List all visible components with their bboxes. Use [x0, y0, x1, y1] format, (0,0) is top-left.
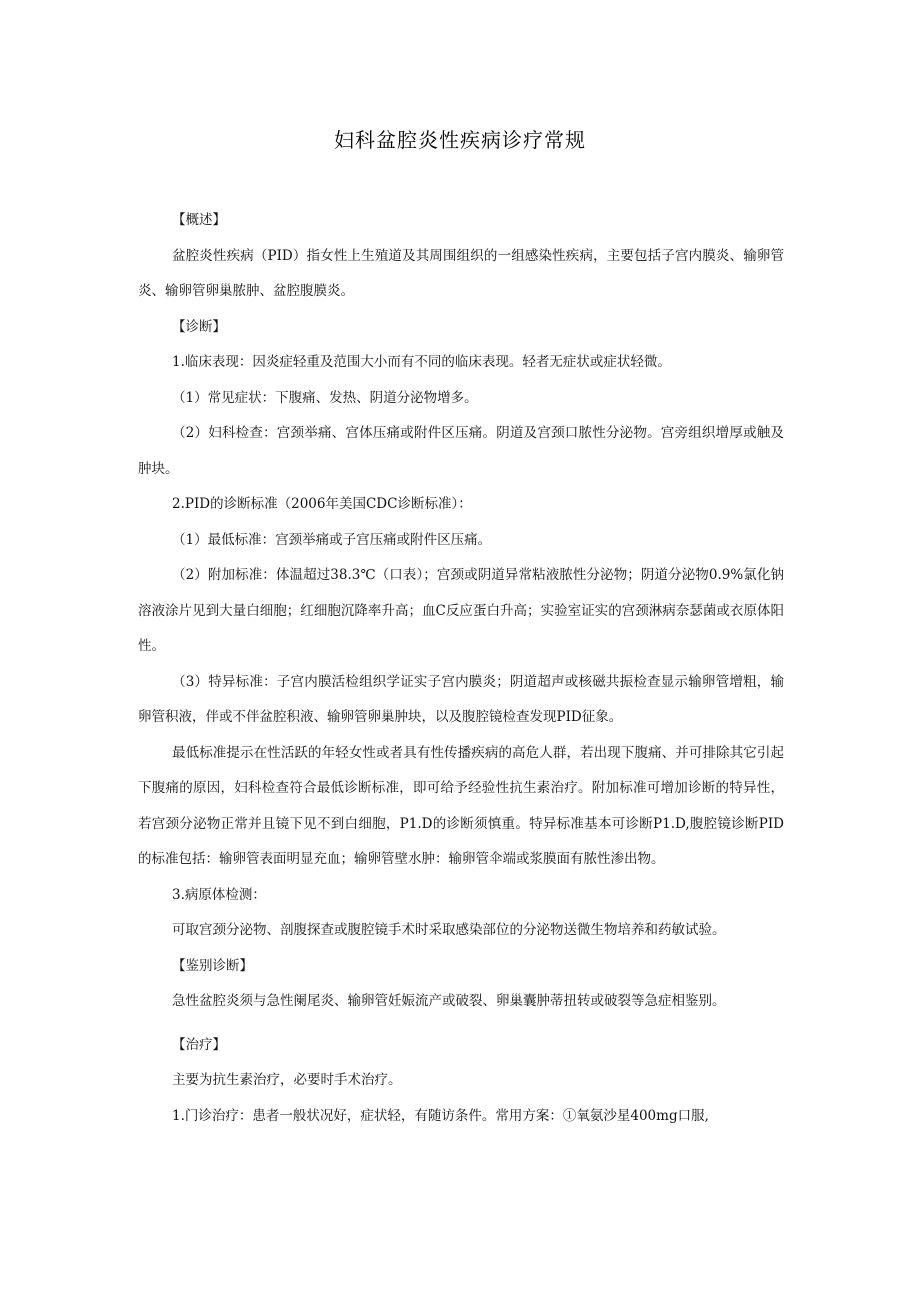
paragraph-pathogen-method: 可取宫颈分泌物、剖腹探查或腹腔镜手术时采取感染部位的分泌物送微生物培养和药敏试验。 — [172, 922, 726, 938]
paragraph-pid-criteria: 2.PID的诊断标准（2006年美国CDC诊断标准）： — [172, 496, 472, 512]
section-heading-differential: 【鉴别诊断】 — [172, 957, 253, 974]
section-heading-treatment: 【治疗】 — [172, 1036, 226, 1053]
document-body — [138, 203, 784, 1134]
paragraph-common-symptoms: （1）常见症状：下腹痛、发热、阴道分泌物增多。 — [172, 389, 478, 406]
paragraph-specific-criteria: （3）特异标准：子宫内膜活检组织学证实子宫内膜炎；阴道超声或核磁共振检查显示输卵管增粗，输卵管积液，伴或不伴盆腔积液、输卵管卵巢肿块，以及腹腔镜检查发现PID征象。 — [138, 673, 784, 725]
paragraph-pathogen-detection: 3.病原体检测： — [172, 886, 266, 903]
paragraph-gynecologic-exam: （2）妇科检查：宫颈举痛、宫体压痛或附件区压痛。阴道及宫颈口脓性分泌物。宫旁组织增厚或触及肿块。 — [138, 425, 784, 477]
section-heading-diagnosis: 【诊断】 — [172, 318, 226, 335]
paragraph-additional-criteria: （2）附加标准：体温超过38.3℃（口表）；宫颈或阴道异常粘液脓性分泌物；阴道分泌物0.9%氯化钠溶液涂片见到大量白细胞；红细胞沉降率升高；血C反应蛋白升高；实验室证实的宫颈淋病奈瑟菌或衣原体阳性。 — [138, 567, 784, 654]
paragraph-treatment-main: 主要为抗生素治疗，必要时手术治疗。 — [172, 1072, 402, 1088]
section-heading-overview: 【概述】 — [172, 212, 226, 228]
paragraph-clinical-presentation: 1.临床表现：因炎症轻重及范围大小而有不同的临床表现。轻者无症状或症状轻微。 — [172, 354, 671, 370]
document-title: 妇科盆腔炎性疾病诊疗常规 — [334, 128, 586, 152]
paragraph-criteria-explanation: 最低标准提示在性活跃的年轻女性或者具有性传播疾病的高危人群，若出现下腹痛、并可排除其它引起下腹痛的原因，妇科检查符合最低诊断标准，即可给予经验性抗生素治疗。附加标准可增加诊断的特异性，若宫颈分泌物正常并且镜下见不到白细胞，P1.D的诊断须慎重。特异标准基本可诊断P1.D,腹腔镜诊断PID的标准包括：输卵管表面明显充血；输卵管壁水肿：输卵管伞端或浆膜面有脓性渗出物。 — [138, 744, 784, 867]
paragraph-minimum-criteria: （1）最低标准：宫颈举痛或子宫压痛或附件区压痛。 — [172, 531, 492, 548]
paragraph-differential: 急性盆腔炎须与急性阑尾炎、输卵管妊娠流产或破裂、卵巢囊肿蒂扭转或破裂等急症相鉴别。 — [172, 993, 726, 1009]
paragraph-overview: 盆腔炎性疾病（PID）指女性上生殖道及其周围组织的一组感染性疾病，主要包括子宫内膜炎、输卵管炎、输卵管卵巢脓肿、盆腔腹膜炎。 — [138, 247, 784, 299]
paragraph-outpatient-treatment: 1.门诊治疗：患者一般状况好，症状轻，有随访条件。常用方案：①氧氨沙星400mg口服, — [172, 1107, 709, 1124]
